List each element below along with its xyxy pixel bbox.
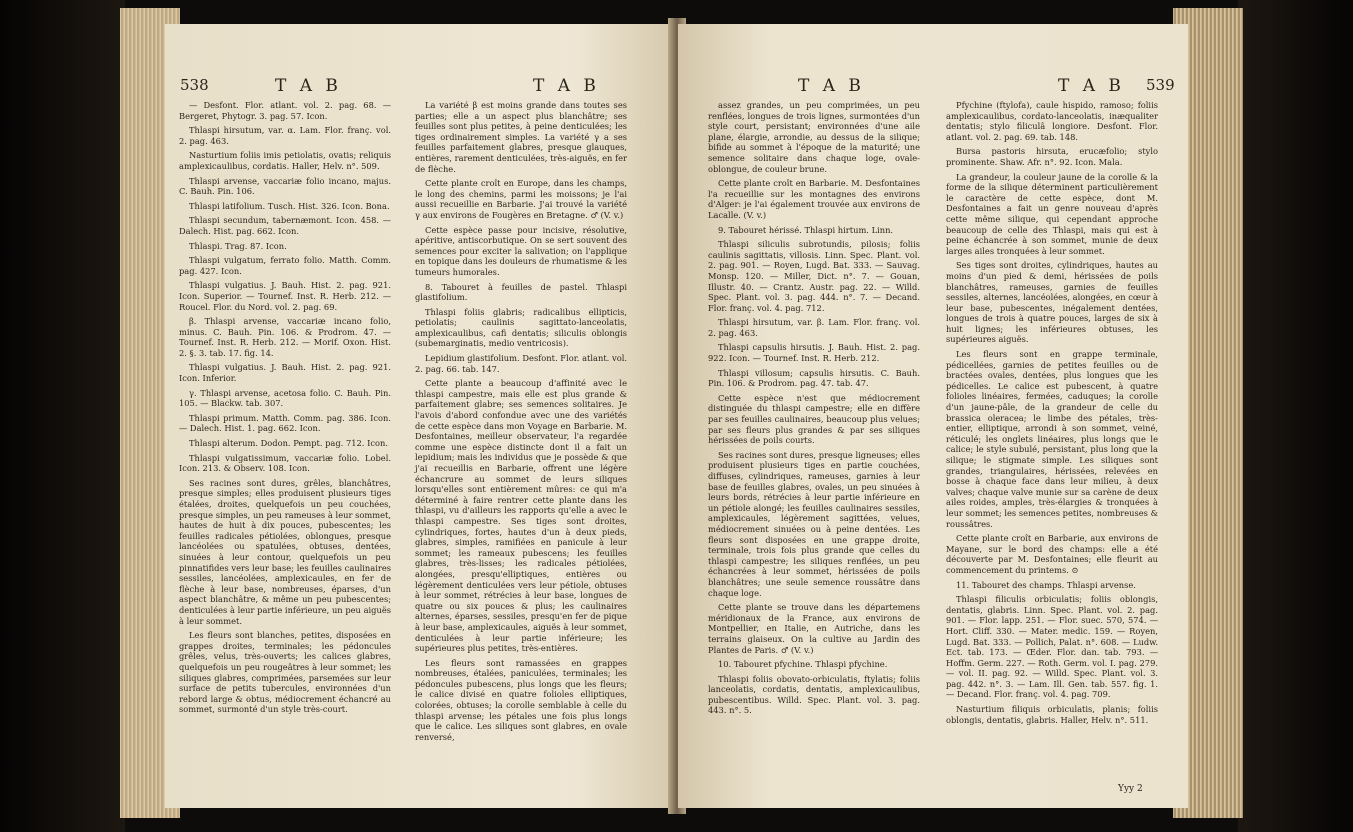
right-running-head-2: T A B [1058, 76, 1125, 96]
right-page [678, 24, 1188, 808]
left-page [165, 24, 675, 808]
paragraph: Cette plante se trouve dans les départemens méridionaux de la France, aux environs de Montpellier, en Italie, en Autriche, dans les terrains glaiseux. On la cultive au Jardin des Plantes de Paris. ♂ (V. v.) [708, 602, 920, 655]
paragraph: Cette plante croît en Barbarie, aux environs de Mayane, sur le bord des champs: elle a été découverte par M. Desfontaines; elle fleurit au commencement du printems. ⊙ [946, 533, 1158, 575]
right-column-1 [708, 100, 920, 720]
paragraph: 8. Tabouret à feuilles de pastel. Thlaspi glastifolium. [415, 281, 627, 303]
paragraph: Thlaspi vulgatissimum, vaccariæ folio. Lobel. Icon. 213. & Observ. 108. Icon. [179, 452, 391, 474]
paragraph: Les fleurs sont ramassées en grappes nombreuses, étalées, paniculées, terminales; les pédoncules pubescens, plus longs que les fleurs; le calice divisé en quatre folioles elliptiques, colorées, obtuses; la corolle semblable à celle du thlaspi arvense; les pétales une fois plus longs que le calice. Les siliques sont glabres, en ovale renversé, [415, 657, 627, 742]
paragraph: 9. Tabouret hérissé. Thlaspi hirtum. Linn. [718, 224, 894, 235]
paragraph: Les fleurs sont en grappe terminale, pédicellées, garnies de petites feuilles ou de bractées ovales, dentées, plus longues que les pédicelles. Le calice est pubescent, à quatre folioles linéaires, fermées, caduques; la corolle d'un jaune-pâle, de la grandeur de celle du brassica oleracea; le limbe des pétales, très-entier, elliptique, arrondi à son sommet, veiné, réticulé; les onglets linéaires, plus longs que le calice; le style subulé, persistant, plus long que la silique; le stigmate simple. Les siliques sont grandes, triangulaires, hérissées, relevées en bosse à chaque face dans leur milieu, à deux valves; chaque valve munie sur sa carène de deux ailes roides, amples, très-élargies & tronquées à leur sommet; les semences petites, nombreuses & roussâtres. [946, 349, 1158, 529]
paragraph: Thlaspi vulgatum, ferrato folio. Matth. Comm. pag. 427. Icon. [179, 255, 391, 276]
paragraph: Lepidium glastifolium. Desfont. Flor. atlant. vol. 2. pag. 66. tab. 147. [415, 353, 627, 374]
paragraph: Cette espèce n'est que médiocrement distinguée du thlaspi campestre; elle en diffère par ses feuilles caulinaires, beaucoup plus velues; par ses fleurs plus grandes & par ses siliques hérissées de poils courts. [708, 392, 920, 446]
book-cover-left [0, 0, 125, 832]
right-page-number: 539 [1146, 76, 1175, 94]
paragraph: γ. Thlaspi arvense, acetosa folio. C. Bauh. Pin. 105. — Blackw. tab. 307. [179, 387, 391, 409]
paragraph: Thlaspi vulgatius. J. Bauh. Hist. 2. pag. 921. Icon. Superior. — Tournef. Inst. R. Herb. 212. — Roucel. Flor. du Nord. vol. 2. pag. 69. [179, 280, 391, 312]
paragraph: Les fleurs sont blanches, petites, disposées en grappes droites, terminales; les pédoncules grêles, velus, très-ouverts; les calices glabres, quelquefois un peu rougeâtres à leur sommet; les siliques glabres, comprimées, parsemées sur leur surface de petits tubercules, environnées d'un rebord large & obtus, médiocrement échancré au sommet, surmonté d'un style très-court. [179, 630, 391, 715]
paragraph: Thlaspi foliis glabris; radicalibus ellipticis, petiolatis; caulinis sagittato-lanceolatis, amplexicaulibus, cafi dentatis; siliculis oblongis (subemarginatis, medio ventricosis). [415, 306, 627, 349]
paragraph: Thlaspi hirsutum, var. β. Lam. Flor. franç. vol. 2. pag. 463. [708, 317, 920, 338]
paragraph: Cette plante croît en Barbarie. M. Desfontaines l'a recueillie sur les montagnes des environs d'Alger: je l'ai également trouvée aux environs de Lacalle. (V. v.) [708, 178, 920, 220]
paragraph: 10. Tabouret pfychine. Thlaspi pfychine. [718, 659, 888, 670]
right-column-2 [946, 100, 1158, 729]
paragraph: Thlaspi filiculis orbiculatis; foliis oblongis, dentatis, glabris. Linn. Spec. Plant. vol. 2. pag. 901. — Flor. lapp. 251. — Flor. suec. 570, 574. — Hort. Cliff. 330. — Mater. medic. 159. — Royen, Lugd. Bat. 333. — Pollich, Palat. n°. 608. — Ludw. Ect. tab. 173. — Œder. Flor. dan. tab. 793. — Hoffm. Germ. 227. — Roth. Germ. vol. I. pag. 279. — vol. II. pag. 92. — Willd. Spec. Plant. vol. 3. pag. 442. n°. 3. — Lam. Ill. Gen. tab. 557. fig. 1. — Decand. Flor. franç. vol. 4. pag. 709. [946, 594, 1158, 700]
paragraph: Ses racines sont dures, grêles, blanchâtres, presque simples; elles produisent plusieurs tiges étalées, droites, quelquefois un peu couchées, presque simples, un peu rameuses à leur sommet, hautes de huit à dix pouces, pubescentes; les feuilles radicales pétiolées, oblongues, presque lancéolées ou spatulées, obtuses, dentées, sinuées à leur contour, quelquefois un peu pinnatifides vers leur base; les feuilles caulinaires sessiles, lancéolées, amplexicaules, en fer de flèche à leur base, nombreuses, éparses, d'un aspect blanchâtre, & même un peu pubescentes; denticulées à leur partie inférieure, un peu aiguës à leur sommet. [179, 477, 391, 626]
left-column-1 [179, 100, 391, 719]
left-page-number: 538 [180, 76, 209, 94]
paragraph: Ses tiges sont droites, cylindriques, hautes au moins d'un pied & demi, hérissées de poils blanchâtres, rameuses, garnies de feuilles sessiles, alternes, lancéolées, alongées, en cœur à leur base, pubescentes, inégalement dentées, longues de trois à quatre pouces, larges de six à huit lignes; les inférieures obtuses, les supérieures aiguës. [946, 260, 1158, 345]
paragraph: Thlaspi siliculis subrotundis, pilosis; foliis caulinis sagittatis, villosis. Linn. Spec. Plant. vol. 2. pag. 901. — Royen, Lugd. Bat. 333. — Sauvag. Monsp. 120. — Miller, Dict. n°. 7. — Gouan, Illustr. 40. — Crantz. Austr. pag. 22. — Willd. Spec. Plant. vol. 3. pag. 444. n°. 7. — Decand. Flor. franç. vol. 4. pag. 712. [708, 239, 920, 313]
left-running-head-2: T A B [533, 76, 600, 96]
paragraph: Cette plante croît en Europe, dans les champs, le long des chemins, parmi les moissons; je l'ai aussi recueillie en Barbarie. J'ai trouvé la variété γ aux environs de Fougères en Bretagne. ♂ (V. v.) [415, 178, 627, 220]
paragraph: La variété β est moins grande dans toutes ses parties; elle a un aspect plus blanchâtre; ses feuilles sont plus petites, à peine denticulées; les tiges ordinairement simples. La variété γ a ses feuilles parfaitement glabres, presque glauques, entières, rarement denticulées, très-aiguës, en fer de flèche. [415, 100, 627, 174]
paragraph: Thlaspi capsulis hirsutis. J. Bauh. Hist. 2. pag. 922. Icon. — Tournef. Inst. R. Herb. 212. [708, 342, 920, 364]
paragraph: assez grandes, un peu comprimées, un peu renflées, longues de trois lignes, surmontées d'un style court, persistant; environnées d'une aile plane, élargie, arrondie, au dessus de la silique; bifide au sommet à l'époque de la maturité; une semence solitaire dans chaque loge, ovale-oblongue, de couleur brune. [708, 100, 920, 174]
paragraph: 11. Tabouret des champs. Thlaspi arvense. [956, 579, 1136, 590]
paragraph: Thlaspi arvense, vaccariæ folio incano, majus. C. Bauh. Pin. 106. [179, 175, 391, 197]
paragraph: Bursa pastoris hirsuta, erucæfolio; stylo prominente. Shaw. Afr. n°. 92. Icon. Mala. [946, 146, 1158, 167]
left-column-2 [415, 100, 627, 746]
paragraph: Thlaspi latifolium. Tusch. Hist. 326. Icon. Bona. [189, 200, 390, 211]
paragraph: Nasturtium foliis imis petiolatis, ovatis; reliquis amplexicaulibus, cordatis. Haller, Helv. n°. 509. [179, 150, 391, 171]
paragraph: Thlaspi villosum; capsulis hirsutis. C. Bauh. Pin. 106. & Prodrom. pag. 47. tab. 47. [708, 367, 920, 389]
paragraph: Thlaspi foliis obovato-orbiculatis, ftylatis; foliis lanceolatis, cordatis, dentatis, amplexicaulibus, pubescentibus. Willd. Spec. Plant. vol. 3. pag. 443. n°. 5. [708, 673, 920, 716]
left-running-head-1: T A B [275, 76, 342, 96]
paragraph: β. Thlaspi arvense, vaccariæ incano folio, minus. C. Bauh. Pin. 106. & Prodrom. 47. — Tournef. Inst. R. Herb. 212. — Morif. Oxon. Hist. 2. §. 3. tab. 17. fig. 14. [179, 316, 391, 358]
signature-mark: Yyy 2 [1118, 784, 1143, 794]
paragraph: Cette espèce passe pour incisive, résolutive, apéritive, antiscorbutique. On se sert souvent des semences pour exciter la salivation; on l'applique en topique dans les douleurs de rhumatisme & les tumeurs humorales. [415, 224, 627, 277]
paragraph: Ses racines sont dures, presque ligneuses; elles produisent plusieurs tiges en partie couchées, diffuses, cylindriques, rameuses, garnies à leur base de feuilles glabres, ovales, un peu sinuées à leurs bords, rétrécies à leur partie inférieure en un pétiole alongé; les feuilles caulinaires sessiles, amplexicaules, légèrement sagittées, velues, médiocrement sinuées ou à peine dentées. Les fleurs sont disposées en une grappe droite, terminale, trois fois plus grande que celles du thlaspi campestre; les siliques renflées, un peu échancrées à leur sommet, hérissées de poils blanchâtres; une seule semence roussâtre dans chaque loge. [708, 449, 920, 598]
paragraph: Thlaspi secundum, tabernæmont. Icon. 458. — Dalech. Hist. pag. 662. Icon. [179, 215, 391, 236]
book-cover-right [1238, 0, 1353, 832]
paragraph: Thlaspi alterum. Dodon. Pempt. pag. 712. Icon. [189, 438, 388, 449]
paragraph: Pfychine (ftylofa), caule hispido, ramoso; foliis amplexicaulibus, cordato-lanceolatis, inæqualiter dentatis; stylo filiculâ longiore. Desfont. Flor. atlant. vol. 2. pag. 69. tab. 148. [946, 100, 1158, 142]
paragraph: La grandeur, la couleur jaune de la corolle & la forme de la silique déterminent particulièrement le caractère de cette espèce, dont M. Desfontaines a fait un genre nouveau d'après cette même silique, qui cependant approche beaucoup de celle des Thlaspi, mais qui est à peine échancrée à son sommet, munie de deux larges ailes tronquées à leur sommet. [946, 171, 1158, 256]
paragraph: Cette plante a beaucoup d'affinité avec le thlaspi campestre, mais elle est plus grande & parfaitement glabre; ses semences solitaires. Je l'avois d'abord confondue avec une des variétés de cette espèce dans mon Voyage en Barbarie. M. Desfontaines, meilleur observateur, l'a regardée comme une espèce distincte dont il a fait un lepidium; mais les individus que je possède & que j'ai recueillis en Barbarie, offrent une légère échancrure au sommet de leurs siliques lorsqu'elles sont entièrement mûres: ce qui m'a déterminé à faire rentrer cette plante dans les thlaspi, vu d'ailleurs les rapports qu'elle a avec le thlaspi campestre. Ses tiges sont droites, cylindriques, fortes, hautes d'un à deux pieds, glabres, simples, ramifiées en panicule à leur sommet; les rameaux pubescens; les feuilles glabres, très-lisses; les radicales pétiolées, alongées, presqu'elliptiques, entières ou légèrement denticulées vers leur pétiole, obtuses à leur sommet, rétrécies à leur base, longues de quatre ou six pouces & plus; les caulinaires alternes, éparses, sessiles, presqu'en fer de pique à leur base, amplexicaules, aiguës à leur sommet, denticulées à leur partie inférieure; les supérieures plus petites, très-entières. [415, 378, 627, 654]
paragraph: — Desfont. Flor. atlant. vol. 2. pag. 68. — Bergeret, Phytogr. 3. pag. 57. Icon. [179, 100, 391, 121]
paragraph: Thlaspi vulgatius. J. Bauh. Hist. 2. pag. 921. Icon. Inferior. [179, 362, 391, 384]
right-running-head-1: T A B [798, 76, 865, 96]
paragraph: Thlaspi hirsutum, var. α. Lam. Flor. franç. vol. 2. pag. 463. [179, 125, 391, 146]
paragraph: Nasturtium filiquis orbiculatis, planis; foliis oblongis, dentatis, glabris. Haller, Helv. n°. 511. [946, 704, 1158, 725]
paragraph: Thlaspi primum. Matth. Comm. pag. 386. Icon. — Dalech. Hist. 1. pag. 662. Icon. [179, 412, 391, 434]
paragraph: Thlaspi. Trag. 87. Icon. [189, 240, 287, 251]
